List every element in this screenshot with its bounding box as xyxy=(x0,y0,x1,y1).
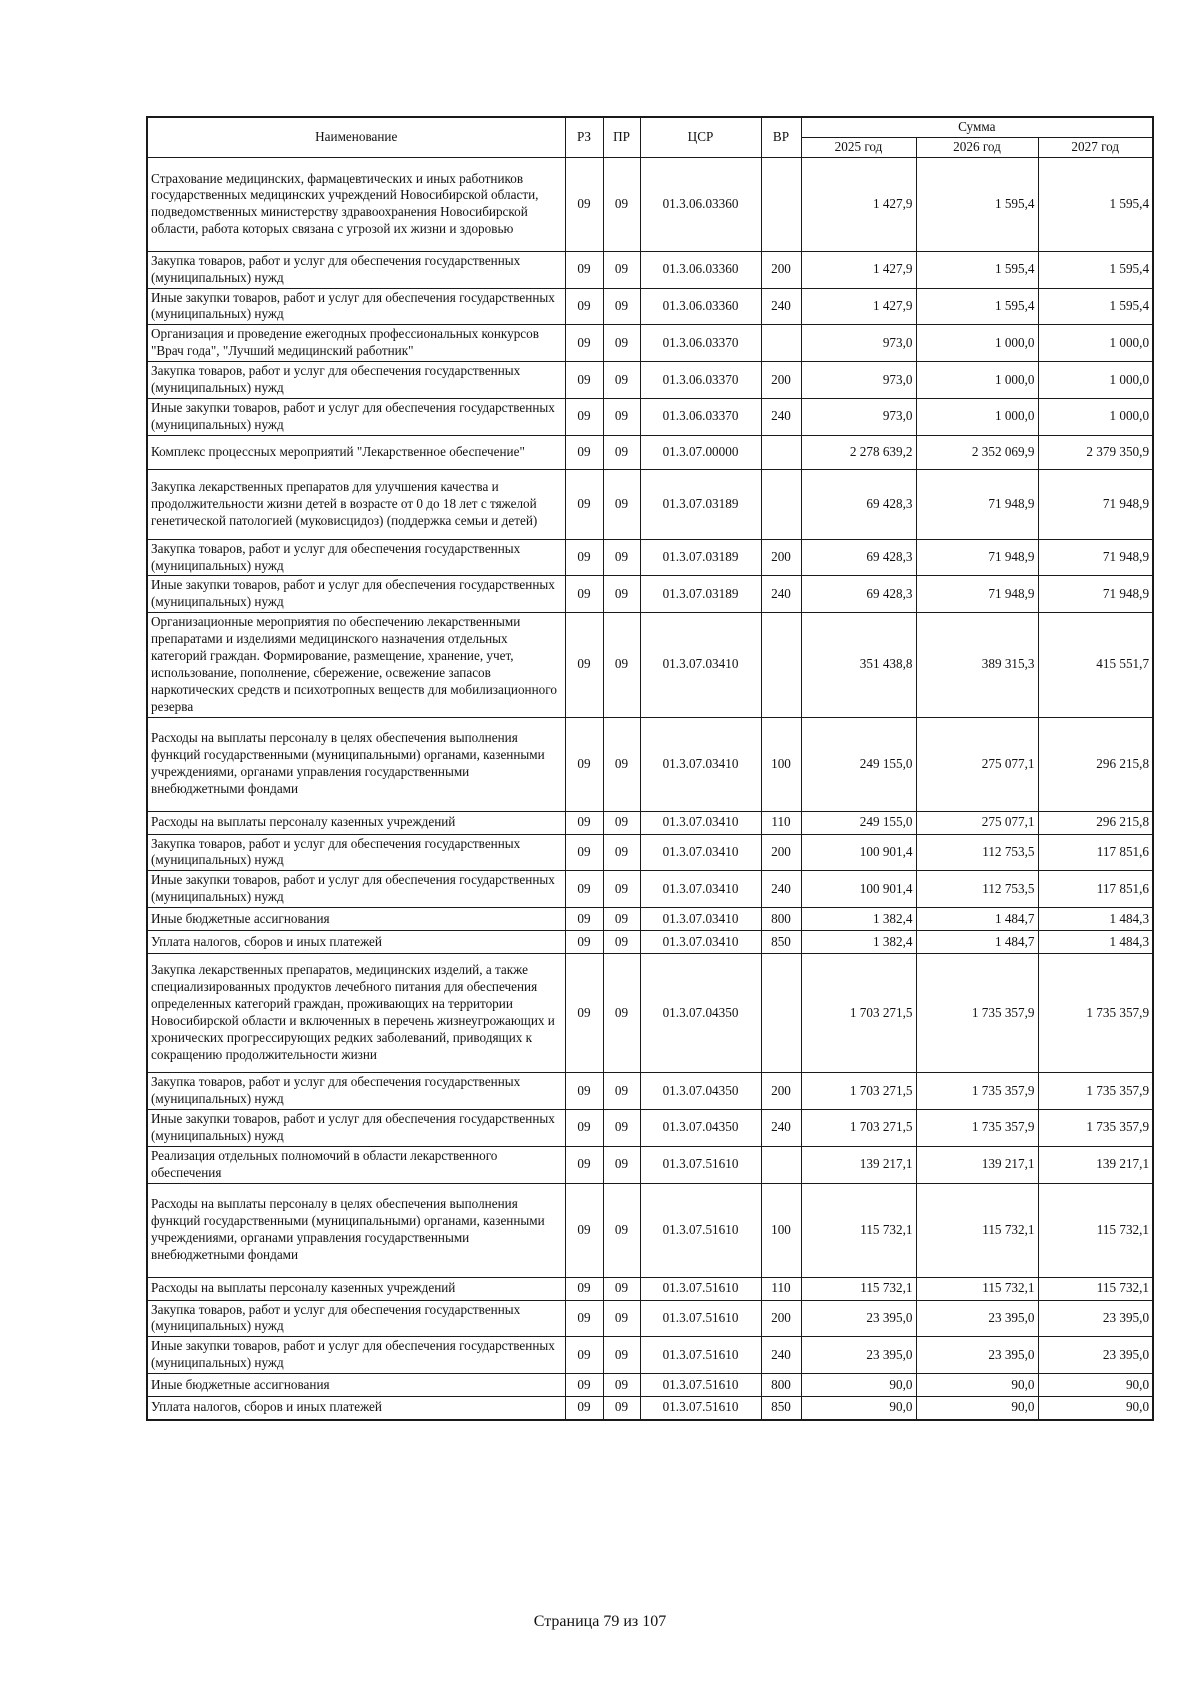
table-row xyxy=(147,613,1153,717)
row-rz: 09 xyxy=(565,717,603,811)
row-amount-2027: 1 000,0 xyxy=(1038,398,1153,435)
row-amount-2027: 139 217,1 xyxy=(1038,1146,1153,1183)
table-row xyxy=(147,871,1153,908)
row-amount-2027: 23 395,0 xyxy=(1038,1300,1153,1337)
row-pr: 09 xyxy=(603,251,640,288)
row-rz: 09 xyxy=(565,469,603,539)
row-amount-2026: 1 735 357,9 xyxy=(916,1109,1038,1146)
table-row xyxy=(147,1073,1153,1110)
row-rz: 09 xyxy=(565,1397,603,1420)
row-rz: 09 xyxy=(565,1183,603,1277)
table-body xyxy=(147,157,1153,1419)
row-amount-2025: 1 703 271,5 xyxy=(801,1073,916,1110)
row-csr: 01.3.07.03410 xyxy=(640,717,761,811)
row-name: Иные закупки товаров, работ и услуг для обеспечения государственных (муниципальных) нужд xyxy=(147,576,565,613)
table-row xyxy=(147,1337,1153,1374)
row-vr: 200 xyxy=(761,539,801,576)
row-amount-2025: 69 428,3 xyxy=(801,469,916,539)
row-amount-2027: 23 395,0 xyxy=(1038,1337,1153,1374)
row-amount-2027: 115 732,1 xyxy=(1038,1277,1153,1300)
row-rz: 09 xyxy=(565,1300,603,1337)
row-amount-2025: 90,0 xyxy=(801,1397,916,1420)
row-name: Расходы на выплаты персоналу казенных учреждений xyxy=(147,811,565,834)
row-amount-2027: 71 948,9 xyxy=(1038,469,1153,539)
header-year-2025: 2025 год xyxy=(801,137,916,157)
row-csr: 01.3.06.03360 xyxy=(640,251,761,288)
row-rz: 09 xyxy=(565,1109,603,1146)
table-row xyxy=(147,954,1153,1073)
row-pr: 09 xyxy=(603,1073,640,1110)
row-rz: 09 xyxy=(565,1337,603,1374)
row-pr: 09 xyxy=(603,576,640,613)
row-rz: 09 xyxy=(565,288,603,325)
row-pr: 09 xyxy=(603,931,640,954)
row-amount-2026: 389 315,3 xyxy=(916,613,1038,717)
row-rz: 09 xyxy=(565,931,603,954)
table-row xyxy=(147,288,1153,325)
row-vr xyxy=(761,613,801,717)
row-amount-2026: 1 000,0 xyxy=(916,325,1038,362)
row-csr: 01.3.07.04350 xyxy=(640,1109,761,1146)
row-pr: 09 xyxy=(603,908,640,931)
row-amount-2025: 973,0 xyxy=(801,398,916,435)
row-csr: 01.3.07.03410 xyxy=(640,871,761,908)
row-amount-2026: 115 732,1 xyxy=(916,1277,1038,1300)
table-row xyxy=(147,811,1153,834)
row-rz: 09 xyxy=(565,1374,603,1397)
row-amount-2026: 1 595,4 xyxy=(916,251,1038,288)
row-amount-2026: 23 395,0 xyxy=(916,1337,1038,1374)
header-name: Наименование xyxy=(147,117,565,157)
row-amount-2027: 1 735 357,9 xyxy=(1038,1109,1153,1146)
row-name: Уплата налогов, сборов и иных платежей xyxy=(147,1397,565,1420)
row-csr: 01.3.07.51610 xyxy=(640,1300,761,1337)
row-pr: 09 xyxy=(603,1337,640,1374)
row-pr: 09 xyxy=(603,157,640,251)
table-row xyxy=(147,325,1153,362)
row-amount-2025: 100 901,4 xyxy=(801,871,916,908)
row-csr: 01.3.07.51610 xyxy=(640,1146,761,1183)
row-vr: 240 xyxy=(761,1337,801,1374)
row-amount-2027: 1 484,3 xyxy=(1038,931,1153,954)
row-pr: 09 xyxy=(603,871,640,908)
row-csr: 01.3.07.03410 xyxy=(640,931,761,954)
row-amount-2026: 1 595,4 xyxy=(916,157,1038,251)
row-rz: 09 xyxy=(565,613,603,717)
row-csr: 01.3.07.03410 xyxy=(640,811,761,834)
row-vr: 200 xyxy=(761,362,801,399)
row-csr: 01.3.07.03410 xyxy=(640,834,761,871)
row-vr: 240 xyxy=(761,576,801,613)
row-rz: 09 xyxy=(565,908,603,931)
row-vr: 240 xyxy=(761,288,801,325)
row-amount-2025: 973,0 xyxy=(801,325,916,362)
row-name: Закупка лекарственных препаратов для улучшения качества и продолжительности жизни детей в возрасте от 0 до 18 лет с тяжелой генетической патологией (муковисцидоз) (поддержка семьи и детей) xyxy=(147,469,565,539)
table-header xyxy=(147,117,1153,157)
row-vr xyxy=(761,1146,801,1183)
row-csr: 01.3.07.51610 xyxy=(640,1277,761,1300)
row-amount-2026: 115 732,1 xyxy=(916,1183,1038,1277)
row-vr: 240 xyxy=(761,871,801,908)
row-amount-2026: 2 352 069,9 xyxy=(916,435,1038,469)
row-amount-2027: 2 379 350,9 xyxy=(1038,435,1153,469)
header-year-2027: 2027 год xyxy=(1038,137,1153,157)
row-name: Закупка товаров, работ и услуг для обеспечения государственных (муниципальных) нужд xyxy=(147,1073,565,1110)
budget-table xyxy=(146,116,1154,1421)
header-csr: ЦСР xyxy=(640,117,761,157)
header-pr: ПР xyxy=(603,117,640,157)
row-vr: 800 xyxy=(761,908,801,931)
row-name: Закупка лекарственных препаратов, медицинских изделий, а также специализированных продуктов лечебного питания для обеспечения определенных категорий граждан, проживающих на территории Новосибирской области и включенных в перечень жизнеугрожающих и хронических прогрессирующих редких заболеваний, приводящих к сокращению продолжительности жизни xyxy=(147,954,565,1073)
row-amount-2027: 296 215,8 xyxy=(1038,811,1153,834)
row-amount-2026: 275 077,1 xyxy=(916,811,1038,834)
row-amount-2025: 90,0 xyxy=(801,1374,916,1397)
row-csr: 01.3.06.03370 xyxy=(640,398,761,435)
row-pr: 09 xyxy=(603,362,640,399)
row-amount-2026: 1 000,0 xyxy=(916,362,1038,399)
row-amount-2025: 2 278 639,2 xyxy=(801,435,916,469)
table-row xyxy=(147,362,1153,399)
table-row xyxy=(147,1277,1153,1300)
row-csr: 01.3.07.51610 xyxy=(640,1337,761,1374)
row-vr: 110 xyxy=(761,1277,801,1300)
row-csr: 01.3.07.03410 xyxy=(640,908,761,931)
row-csr: 01.3.07.04350 xyxy=(640,1073,761,1110)
row-amount-2027: 71 948,9 xyxy=(1038,576,1153,613)
row-amount-2026: 275 077,1 xyxy=(916,717,1038,811)
row-rz: 09 xyxy=(565,954,603,1073)
row-csr: 01.3.07.04350 xyxy=(640,954,761,1073)
row-vr: 200 xyxy=(761,1300,801,1337)
table-row xyxy=(147,251,1153,288)
table-row xyxy=(147,1109,1153,1146)
row-name: Иные закупки товаров, работ и услуг для обеспечения государственных (муниципальных) нужд xyxy=(147,1337,565,1374)
table-row xyxy=(147,1300,1153,1337)
row-rz: 09 xyxy=(565,811,603,834)
row-amount-2026: 139 217,1 xyxy=(916,1146,1038,1183)
row-pr: 09 xyxy=(603,398,640,435)
row-name: Комплекс процессных мероприятий "Лекарственное обеспечение" xyxy=(147,435,565,469)
row-amount-2026: 90,0 xyxy=(916,1374,1038,1397)
row-amount-2027: 1 735 357,9 xyxy=(1038,1073,1153,1110)
row-amount-2025: 23 395,0 xyxy=(801,1337,916,1374)
row-csr: 01.3.06.03370 xyxy=(640,362,761,399)
table-row xyxy=(147,834,1153,871)
row-csr: 01.3.06.03360 xyxy=(640,157,761,251)
row-name: Реализация отдельных полномочий в области лекарственного обеспечения xyxy=(147,1146,565,1183)
row-amount-2026: 71 948,9 xyxy=(916,576,1038,613)
row-amount-2026: 23 395,0 xyxy=(916,1300,1038,1337)
row-name: Уплата налогов, сборов и иных платежей xyxy=(147,931,565,954)
table-row xyxy=(147,576,1153,613)
table-row xyxy=(147,157,1153,251)
row-rz: 09 xyxy=(565,1277,603,1300)
row-amount-2025: 115 732,1 xyxy=(801,1183,916,1277)
row-rz: 09 xyxy=(565,1073,603,1110)
row-name: Иные закупки товаров, работ и услуг для обеспечения государственных (муниципальных) нужд xyxy=(147,871,565,908)
row-pr: 09 xyxy=(603,1183,640,1277)
row-amount-2025: 1 427,9 xyxy=(801,251,916,288)
row-amount-2027: 90,0 xyxy=(1038,1374,1153,1397)
row-amount-2025: 69 428,3 xyxy=(801,576,916,613)
table-row xyxy=(147,398,1153,435)
row-amount-2025: 249 155,0 xyxy=(801,811,916,834)
row-amount-2026: 1 735 357,9 xyxy=(916,954,1038,1073)
row-amount-2025: 1 427,9 xyxy=(801,288,916,325)
header-vr: ВР xyxy=(761,117,801,157)
row-pr: 09 xyxy=(603,1300,640,1337)
row-name: Организация и проведение ежегодных профессиональных конкурсов "Врач года", "Лучший медицинский работник" xyxy=(147,325,565,362)
row-amount-2025: 1 427,9 xyxy=(801,157,916,251)
row-csr: 01.3.06.03360 xyxy=(640,288,761,325)
row-csr: 01.3.07.03189 xyxy=(640,469,761,539)
row-amount-2025: 973,0 xyxy=(801,362,916,399)
row-amount-2025: 1 703 271,5 xyxy=(801,1109,916,1146)
row-vr: 110 xyxy=(761,811,801,834)
row-vr: 200 xyxy=(761,834,801,871)
row-pr: 09 xyxy=(603,834,640,871)
table-row xyxy=(147,931,1153,954)
row-name: Иные бюджетные ассигнования xyxy=(147,1374,565,1397)
row-amount-2026: 1 484,7 xyxy=(916,908,1038,931)
row-vr: 240 xyxy=(761,1109,801,1146)
row-csr: 01.3.07.03189 xyxy=(640,539,761,576)
row-csr: 01.3.07.00000 xyxy=(640,435,761,469)
row-amount-2027: 415 551,7 xyxy=(1038,613,1153,717)
row-amount-2025: 1 382,4 xyxy=(801,931,916,954)
row-pr: 09 xyxy=(603,325,640,362)
table-row xyxy=(147,469,1153,539)
row-pr: 09 xyxy=(603,435,640,469)
table-row xyxy=(147,908,1153,931)
row-vr: 200 xyxy=(761,1073,801,1110)
row-amount-2027: 1 595,4 xyxy=(1038,251,1153,288)
row-pr: 09 xyxy=(603,811,640,834)
row-name: Иные бюджетные ассигнования xyxy=(147,908,565,931)
row-amount-2025: 100 901,4 xyxy=(801,834,916,871)
row-amount-2026: 1 595,4 xyxy=(916,288,1038,325)
row-amount-2025: 115 732,1 xyxy=(801,1277,916,1300)
row-pr: 09 xyxy=(603,954,640,1073)
row-amount-2026: 1 735 357,9 xyxy=(916,1073,1038,1110)
row-amount-2026: 71 948,9 xyxy=(916,469,1038,539)
row-vr xyxy=(761,954,801,1073)
row-vr xyxy=(761,157,801,251)
row-amount-2027: 1 484,3 xyxy=(1038,908,1153,931)
row-vr: 850 xyxy=(761,931,801,954)
row-vr: 200 xyxy=(761,251,801,288)
row-amount-2025: 249 155,0 xyxy=(801,717,916,811)
row-rz: 09 xyxy=(565,834,603,871)
row-amount-2026: 112 753,5 xyxy=(916,834,1038,871)
row-amount-2027: 117 851,6 xyxy=(1038,834,1153,871)
row-rz: 09 xyxy=(565,251,603,288)
row-pr: 09 xyxy=(603,613,640,717)
row-amount-2027: 1 000,0 xyxy=(1038,362,1153,399)
table-row xyxy=(147,1374,1153,1397)
row-amount-2026: 90,0 xyxy=(916,1397,1038,1420)
row-vr: 100 xyxy=(761,717,801,811)
row-pr: 09 xyxy=(603,1277,640,1300)
table-row xyxy=(147,539,1153,576)
row-amount-2026: 1 484,7 xyxy=(916,931,1038,954)
row-pr: 09 xyxy=(603,539,640,576)
row-vr: 240 xyxy=(761,398,801,435)
row-pr: 09 xyxy=(603,288,640,325)
row-name: Иные закупки товаров, работ и услуг для обеспечения государственных (муниципальных) нужд xyxy=(147,398,565,435)
row-rz: 09 xyxy=(565,398,603,435)
header-rz: РЗ xyxy=(565,117,603,157)
row-pr: 09 xyxy=(603,1109,640,1146)
row-name: Расходы на выплаты персоналу казенных учреждений xyxy=(147,1277,565,1300)
page-number: Страница 79 из 107 xyxy=(533,1613,667,1630)
row-amount-2027: 1 595,4 xyxy=(1038,288,1153,325)
table-row xyxy=(147,1397,1153,1420)
row-amount-2027: 296 215,8 xyxy=(1038,717,1153,811)
row-amount-2025: 351 438,8 xyxy=(801,613,916,717)
row-name: Закупка товаров, работ и услуг для обеспечения государственных (муниципальных) нужд xyxy=(147,834,565,871)
row-name: Расходы на выплаты персоналу в целях обеспечения выполнения функций государственными (муниципальными) органами, казенными учреждениями, органами управления государственными внебюджетными фондами xyxy=(147,717,565,811)
row-csr: 01.3.07.51610 xyxy=(640,1183,761,1277)
row-pr: 09 xyxy=(603,1397,640,1420)
row-rz: 09 xyxy=(565,871,603,908)
row-amount-2027: 1 595,4 xyxy=(1038,157,1153,251)
row-vr: 100 xyxy=(761,1183,801,1277)
row-amount-2025: 1 703 271,5 xyxy=(801,954,916,1073)
row-name: Закупка товаров, работ и услуг для обеспечения государственных (муниципальных) нужд xyxy=(147,539,565,576)
row-rz: 09 xyxy=(565,157,603,251)
table-row xyxy=(147,1146,1153,1183)
row-amount-2027: 90,0 xyxy=(1038,1397,1153,1420)
row-name: Закупка товаров, работ и услуг для обеспечения государственных (муниципальных) нужд xyxy=(147,251,565,288)
row-amount-2025: 1 382,4 xyxy=(801,908,916,931)
table-row xyxy=(147,1183,1153,1277)
row-rz: 09 xyxy=(565,576,603,613)
row-amount-2027: 71 948,9 xyxy=(1038,539,1153,576)
row-amount-2026: 1 000,0 xyxy=(916,398,1038,435)
row-vr: 800 xyxy=(761,1374,801,1397)
row-rz: 09 xyxy=(565,325,603,362)
row-amount-2025: 23 395,0 xyxy=(801,1300,916,1337)
row-vr xyxy=(761,469,801,539)
row-rz: 09 xyxy=(565,435,603,469)
row-rz: 09 xyxy=(565,1146,603,1183)
table-row xyxy=(147,435,1153,469)
row-amount-2026: 112 753,5 xyxy=(916,871,1038,908)
row-name: Иные закупки товаров, работ и услуг для обеспечения государственных (муниципальных) нужд xyxy=(147,1109,565,1146)
row-amount-2027: 115 732,1 xyxy=(1038,1183,1153,1277)
row-pr: 09 xyxy=(603,1374,640,1397)
row-pr: 09 xyxy=(603,469,640,539)
row-name: Организационные мероприятия по обеспечению лекарственными препаратами и изделиями медицинского назначения отдельных категорий граждан. Формирование, размещение, хранение, учет, использование, пополнение, сбережение, освежение запасов наркотических средств и психотропных веществ для мобилизационного резерва xyxy=(147,613,565,717)
row-vr xyxy=(761,325,801,362)
row-name: Иные закупки товаров, работ и услуг для обеспечения государственных (муниципальных) нужд xyxy=(147,288,565,325)
table-row xyxy=(147,717,1153,811)
row-rz: 09 xyxy=(565,539,603,576)
row-amount-2025: 139 217,1 xyxy=(801,1146,916,1183)
row-amount-2025: 69 428,3 xyxy=(801,539,916,576)
row-pr: 09 xyxy=(603,1146,640,1183)
row-rz: 09 xyxy=(565,362,603,399)
row-vr: 850 xyxy=(761,1397,801,1420)
row-csr: 01.3.07.51610 xyxy=(640,1397,761,1420)
row-pr: 09 xyxy=(603,717,640,811)
row-name: Закупка товаров, работ и услуг для обеспечения государственных (муниципальных) нужд xyxy=(147,362,565,399)
header-year-2026: 2026 год xyxy=(916,137,1038,157)
row-csr: 01.3.07.51610 xyxy=(640,1374,761,1397)
row-name: Закупка товаров, работ и услуг для обеспечения государственных (муниципальных) нужд xyxy=(147,1300,565,1337)
row-amount-2026: 71 948,9 xyxy=(916,539,1038,576)
row-name: Расходы на выплаты персоналу в целях обеспечения выполнения функций государственными (муниципальными) органами, казенными учреждениями, органами управления государственными внебюджетными фондами xyxy=(147,1183,565,1277)
header-sum: Сумма xyxy=(801,117,1153,137)
row-amount-2027: 117 851,6 xyxy=(1038,871,1153,908)
row-amount-2027: 1 735 357,9 xyxy=(1038,954,1153,1073)
row-csr: 01.3.06.03370 xyxy=(640,325,761,362)
row-csr: 01.3.07.03410 xyxy=(640,613,761,717)
row-amount-2027: 1 000,0 xyxy=(1038,325,1153,362)
row-csr: 01.3.07.03189 xyxy=(640,576,761,613)
row-vr xyxy=(761,435,801,469)
row-name: Страхование медицинских, фармацевтических и иных работников государственных медицинских учреждений Новосибирской области, подведомственных министерству здравоохранения Новосибирской области, работа которых связана с угрозой их жизни и здоровью xyxy=(147,157,565,251)
